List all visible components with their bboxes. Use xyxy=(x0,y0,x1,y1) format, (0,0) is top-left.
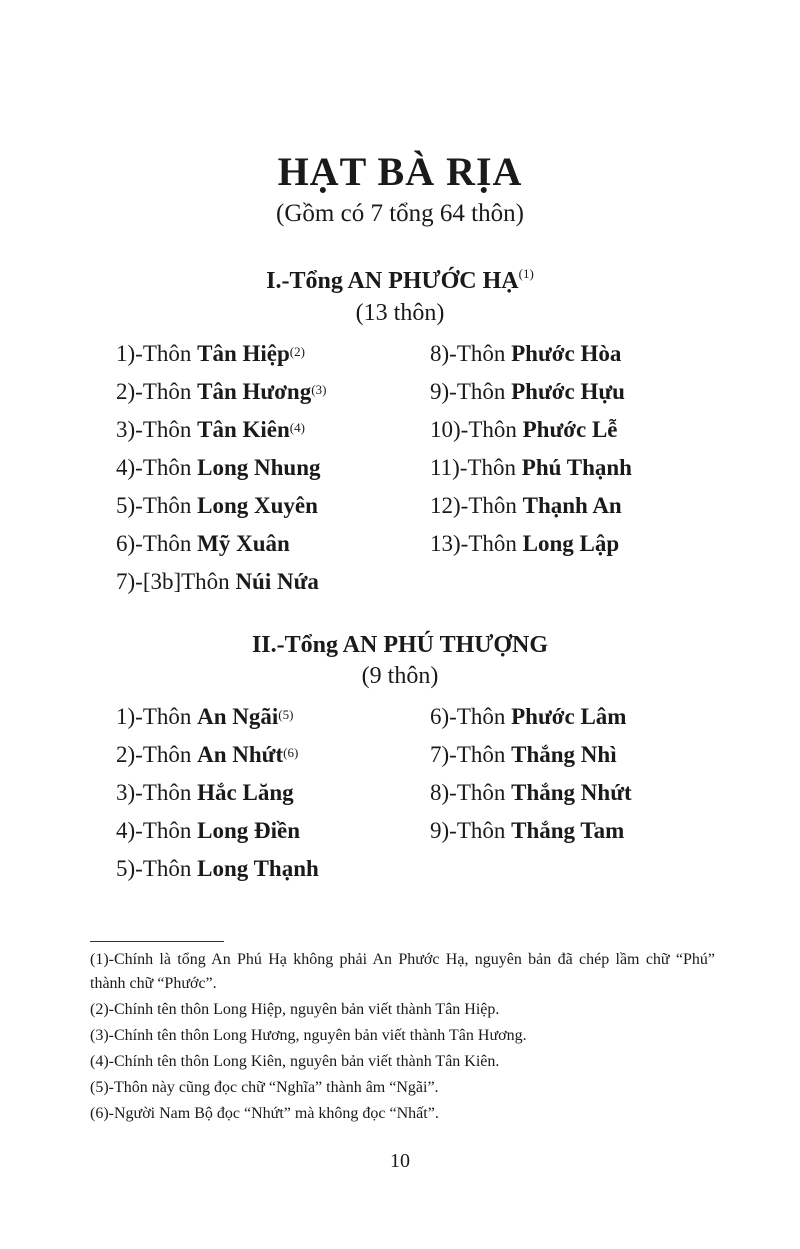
footnotes xyxy=(90,948,715,1128)
footnote-1: (1)-Chính là tổng An Phú Hạ không phải An Phước Hạ, nguyên bản đã chép lầm chữ “Phú” thành chữ “Phước”. xyxy=(90,951,715,992)
item-prefix: 7)-[3b]Thôn xyxy=(116,569,236,594)
item-prefix: 6)-Thôn xyxy=(430,704,512,729)
item-prefix: 8)-Thôn xyxy=(430,780,512,805)
section-1-right-list xyxy=(430,335,632,563)
item-prefix: 13)-Thôn xyxy=(430,531,523,556)
village-name: Phước Lễ xyxy=(522,417,618,442)
list-item xyxy=(430,698,632,736)
item-prefix: 4)-Thôn xyxy=(116,818,198,843)
section-1-heading-text: I.-Tổng AN PHƯỚC HẠ xyxy=(266,268,519,294)
village-name: Phước Hựu xyxy=(511,379,625,404)
item-prefix: 7)-Thôn xyxy=(430,742,512,767)
item-prefix: 9)-Thôn xyxy=(430,818,512,843)
list-item xyxy=(430,449,632,487)
item-prefix: 3)-Thôn xyxy=(116,417,198,442)
section-2-heading-text: II.-Tổng AN PHÚ THƯỢNG xyxy=(251,632,549,658)
section-2-count: (9 thôn) xyxy=(361,663,439,689)
page-title: HẠT BÀ RỊA xyxy=(277,149,523,194)
footnote-4: (4)-Chính tên thôn Long Kiên, nguyên bản viết thành Tân Kiên. xyxy=(90,1053,500,1070)
village-name: Thắng Nhì xyxy=(511,742,617,767)
footnote-5: (5)-Thôn này cũng đọc chữ “Nghĩa” thành âm “Ngãi”. xyxy=(90,1079,439,1096)
list-item xyxy=(430,774,632,812)
section-2-right-list xyxy=(430,698,632,850)
village-name: Long Xuyên xyxy=(197,493,318,518)
village-name: Thắng Tam xyxy=(511,818,625,843)
item-prefix: 9)-Thôn xyxy=(430,379,512,404)
footnote-ref: (3) xyxy=(311,382,327,397)
village-name: Tân Hương xyxy=(197,379,312,404)
item-prefix: 2)-Thôn xyxy=(116,379,198,404)
village-name: An Ngãi xyxy=(197,704,279,729)
list-item xyxy=(430,411,632,449)
list-item xyxy=(116,487,326,525)
village-name: An Nhứt xyxy=(197,742,284,767)
village-name: Long Lập xyxy=(522,531,620,556)
list-item xyxy=(430,736,632,774)
list-item xyxy=(116,373,326,411)
village-name: Núi Nứa xyxy=(235,569,319,594)
list-item xyxy=(116,563,326,601)
village-name: Long Thạnh xyxy=(197,856,319,881)
section-2-left-list xyxy=(116,698,319,888)
list-item xyxy=(430,373,632,411)
village-name: Tân Hiệp xyxy=(197,341,290,366)
item-prefix: 5)-Thôn xyxy=(116,493,198,518)
item-prefix: 1)-Thôn xyxy=(116,341,198,366)
item-prefix: 11)-Thôn xyxy=(430,455,522,480)
footnote-3: (3)-Chính tên thôn Long Hương, nguyên bản viết thành Tân Hương. xyxy=(90,1027,527,1044)
section-1-heading xyxy=(0,268,800,295)
list-item xyxy=(430,525,632,563)
village-name: Phước Lâm xyxy=(511,704,627,729)
list-item xyxy=(116,525,326,563)
list-item xyxy=(116,335,326,373)
item-prefix: 1)-Thôn xyxy=(116,704,198,729)
footnote-2: (2)-Chính tên thôn Long Hiệp, nguyên bản viết thành Tân Hiệp. xyxy=(90,1001,500,1018)
item-prefix: 8)-Thôn xyxy=(430,341,512,366)
village-name: Phước Hòa xyxy=(511,341,622,366)
footnote-ref: (1) xyxy=(518,266,534,281)
item-prefix: 12)-Thôn xyxy=(430,493,523,518)
item-prefix: 3)-Thôn xyxy=(116,780,198,805)
item-prefix: 2)-Thôn xyxy=(116,742,198,767)
section-1-left-list xyxy=(116,335,326,601)
village-name: Thạnh An xyxy=(522,493,622,518)
list-item xyxy=(430,812,632,850)
list-item xyxy=(116,449,326,487)
village-name: Thắng Nhứt xyxy=(511,780,632,805)
item-prefix: 5)-Thôn xyxy=(116,856,198,881)
village-name: Hắc Lăng xyxy=(197,780,294,805)
section-2-heading xyxy=(0,632,800,659)
item-prefix: 10)-Thôn xyxy=(430,417,523,442)
footnote-divider xyxy=(90,941,224,942)
footnote-ref: (2) xyxy=(289,344,305,359)
page-subtitle: (Gồm có 7 tổng 64 thôn) xyxy=(276,200,524,227)
page-number: 10 xyxy=(390,1150,410,1172)
list-item xyxy=(116,736,319,774)
item-prefix: 4)-Thôn xyxy=(116,455,198,480)
section-1-count: (13 thôn) xyxy=(355,300,445,326)
footnote-ref: (4) xyxy=(289,420,305,435)
footnote-ref: (6) xyxy=(283,745,299,760)
village-name: Phú Thạnh xyxy=(521,455,632,480)
list-item xyxy=(116,411,326,449)
list-item xyxy=(116,812,319,850)
footnote-ref: (5) xyxy=(278,707,294,722)
item-prefix: 6)-Thôn xyxy=(116,531,198,556)
village-name: Long Nhung xyxy=(197,455,321,480)
list-item xyxy=(116,774,319,812)
village-name: Mỹ Xuân xyxy=(197,531,290,556)
village-name: Long Điền xyxy=(197,818,301,843)
footnote-6: (6)-Người Nam Bộ đọc “Nhứt” mà không đọc “Nhất”. xyxy=(90,1105,439,1122)
list-item xyxy=(430,335,632,373)
list-item xyxy=(116,698,319,736)
village-name: Tân Kiên xyxy=(197,417,290,442)
list-item xyxy=(430,487,632,525)
list-item xyxy=(116,850,319,888)
